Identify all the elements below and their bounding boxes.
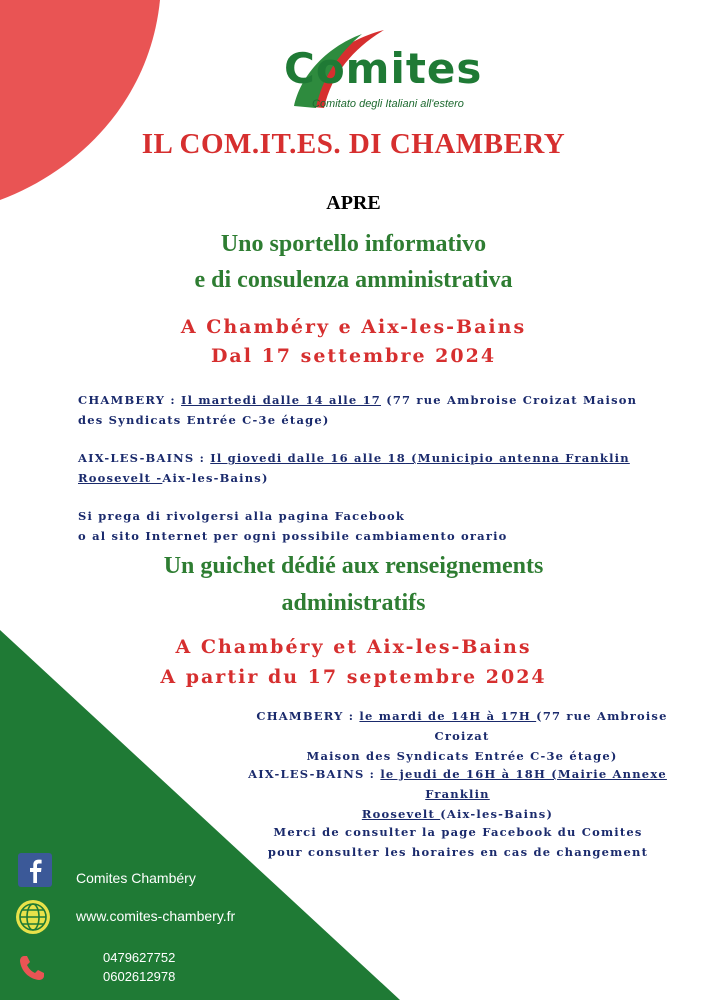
fr-headline-line-2: administratifs [281, 590, 426, 616]
website-link[interactable]: www.comites-chambery.fr [76, 908, 236, 924]
fr-note-line-2: pour consulter les horaires en cas de changement [267, 845, 649, 859]
it-date: Dal 17 settembre 2024 [210, 345, 497, 367]
fr-place: A Chambéry et Aix-les-Bains [175, 636, 532, 658]
it-chambery-schedule [78, 390, 638, 430]
logo-tagline: Comitato degli Italiani all'estero [312, 98, 464, 110]
phone-2[interactable]: 0602612978 [103, 969, 176, 984]
fr-chambery-address-2: Maison des Syndicats Entrée C-3e étage) [306, 749, 618, 763]
fr-aix-address-3: (Aix-les-Bains) [440, 807, 554, 821]
fr-aix-schedule [220, 764, 695, 824]
fr-chambery-schedule [232, 706, 692, 766]
red-corner-shape [0, 0, 160, 200]
fr-aix-time: le jeudi de 16H à 18H [380, 767, 547, 781]
phone-icon [15, 951, 49, 985]
phone-numbers [103, 948, 175, 986]
fr-aix-address-1: (Mairie Annexe Franklin [425, 767, 667, 801]
fr-note-line-1: Merci de consulter la page Facebook du Comites [273, 825, 643, 839]
fr-note [258, 822, 658, 862]
it-aix-address-1: (Municipio antenna Franklin [405, 451, 630, 465]
it-aix-label: AIX-LES-BAINS : [78, 451, 211, 465]
globe-icon [13, 897, 53, 937]
it-aix-time: Il giovedi dalle 16 alle 18 [210, 451, 406, 465]
it-note [78, 506, 638, 546]
it-chambery-address-1: (77 rue Ambroise Croizat Maison [380, 393, 638, 407]
fr-aix-label: AIX-LES-BAINS : [248, 767, 381, 781]
it-aix-schedule [78, 448, 638, 488]
it-headline-line-1: Uno sportello informativo [220, 231, 487, 257]
it-chambery-label: CHAMBERY : [78, 393, 182, 407]
it-aix-address-3: Aix-les-Bains) [162, 471, 269, 485]
it-headline-line-2: e di consulenza amministrativa [194, 267, 513, 293]
fr-aix-address-2: Roosevelt [361, 807, 441, 821]
it-chambery-address-2: des Syndicats Entrée C-3e étage) [78, 413, 330, 427]
fr-headline-line-1: Un guichet dédié aux renseignements [163, 553, 544, 579]
facebook-icon[interactable] [18, 853, 52, 887]
facebook-link[interactable]: Comites Chambéry [76, 870, 196, 886]
it-note-line-1: Si prega di rivolgersi alla pagina Facebook [78, 509, 406, 523]
phone-1[interactable]: 0479627752 [103, 950, 176, 965]
logo-wordmark: Comites [284, 44, 483, 93]
apre-heading: APRE [326, 192, 381, 214]
fr-chambery-address-1: (77 rue Ambroise Croizat [434, 709, 668, 743]
fr-chambery-time: le mardi de 14H à 17H [359, 709, 537, 723]
fr-chambery-label: CHAMBERY : [256, 709, 360, 723]
fr-date: A partir du 17 septembre 2024 [160, 666, 547, 688]
it-chambery-time: Il martedi dalle 14 alle 17 [181, 393, 381, 407]
it-aix-address-2: Roosevelt - [78, 471, 163, 485]
it-note-line-2: o al sito Internet per ogni possibile cambiamento orario [78, 529, 508, 543]
it-place: A Chambéry e Aix-les-Bains [180, 316, 527, 338]
page-title: IL COM.IT.ES. DI CHAMBERY [141, 128, 566, 160]
